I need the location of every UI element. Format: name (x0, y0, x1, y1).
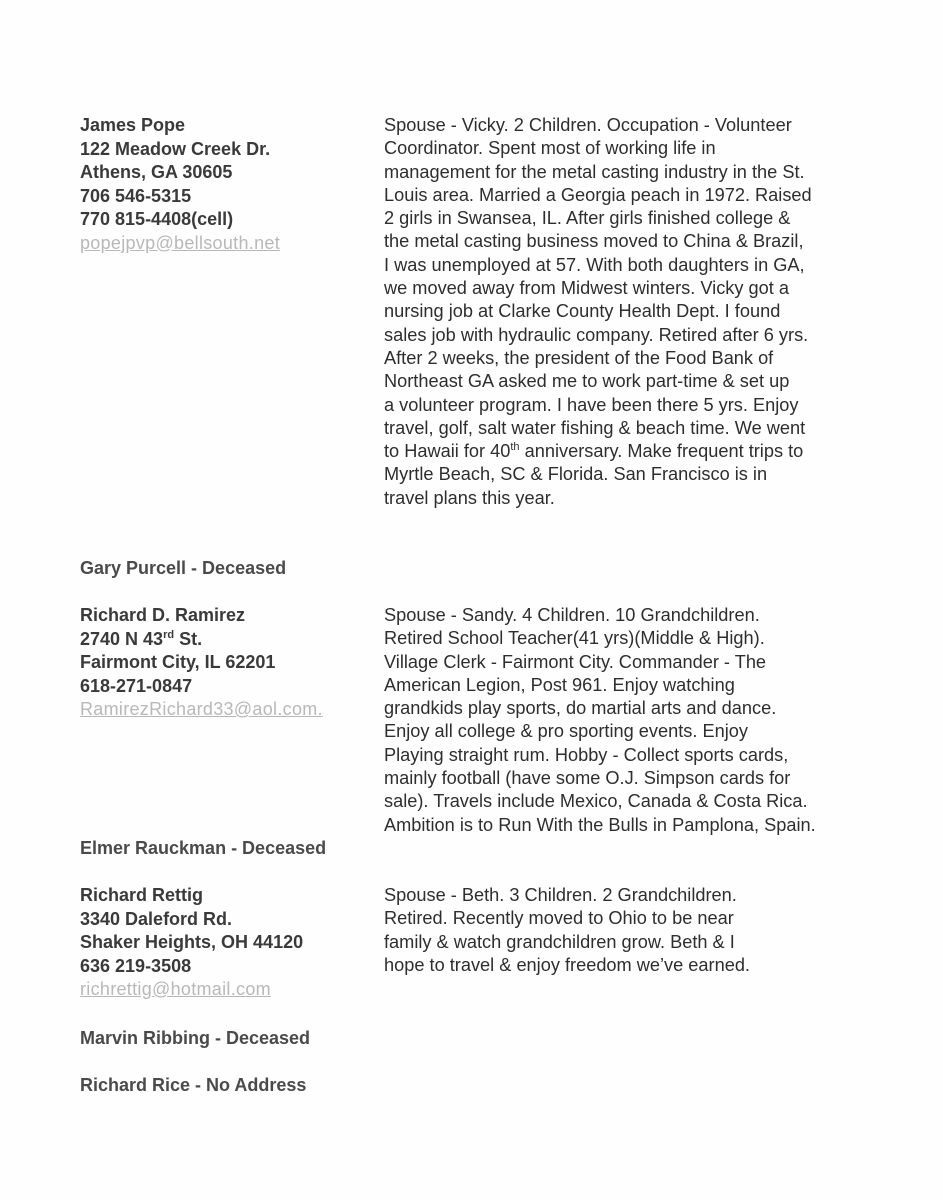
bio-line: family & watch grandchildren grow. Beth & I (384, 931, 735, 952)
bio-block (384, 114, 904, 510)
contact-block (80, 884, 375, 1002)
ordinal-suffix: rd (163, 628, 175, 641)
city-state-zip: Fairmont City, IL 62201 (80, 652, 276, 672)
bio-line: Coordinator. Spent most of working life in (384, 138, 716, 159)
bio-line: I was unemployed at 57. With both daughters in GA, (384, 254, 805, 275)
bio-line: mainly football (have some O.J. Simpson cards for (384, 768, 791, 789)
bio-line: Spouse - Vicky. 2 Children. Occupation - Volunteer (384, 115, 792, 135)
bio-line: grandkids play sports, do martial arts and dance. (384, 698, 777, 719)
address-text: 2740 N 43 (80, 628, 164, 649)
bio-line: travel plans this year. (384, 487, 555, 508)
phone-number: 706 546-5315 (80, 185, 192, 206)
bio-line: Louis area. Married a Georgia peach in 1972. Raised (384, 184, 812, 205)
bio-line: American Legion, Post 961. Enjoy watching (384, 674, 735, 695)
bio-line: 2 girls in Swansea, IL. After girls finished college & (384, 208, 791, 229)
email-link[interactable]: popejpvp@bellsouth.net (80, 232, 281, 253)
bio-line: Northeast GA asked me to work part-time & set up (384, 371, 790, 392)
entry-richard-rice: Richard Rice - No Address (80, 1075, 307, 1095)
contact-block (80, 114, 375, 255)
bio-line: Spouse - Beth. 3 Children. 2 Grandchildren. (384, 885, 737, 905)
entry-elmer-rauckman: Elmer Rauckman - Deceased (80, 838, 327, 858)
bio-line: Ambition is to Run With the Bulls in Pamplona, Spain. (384, 814, 816, 835)
phone-number: 636 219-3508 (80, 955, 192, 976)
bio-line: After 2 weeks, the president of the Food Bank of (384, 347, 774, 368)
bio-line: nursing job at Clarke County Health Dept. I found (384, 301, 781, 322)
cell-number: 770 815-4408(cell) (80, 209, 234, 229)
bio-line: Enjoy all college & pro sporting events. Enjoy (384, 721, 748, 742)
bio-line: Retired. Recently moved to Ohio to be near (384, 908, 734, 929)
email-link[interactable]: RamirezRichard33@aol.com. (80, 699, 323, 719)
bio-text: to Hawaii for 40 (384, 441, 511, 462)
bio-block (384, 884, 904, 977)
entry-gary-purcell: Gary Purcell - Deceased (80, 558, 287, 578)
street-address (80, 628, 375, 652)
entry-marvin-ribbing: Marvin Ribbing - Deceased (80, 1028, 311, 1048)
city-state-zip: Athens, GA 30605 (80, 162, 233, 182)
bio-line: the metal casting business moved to China & Brazil, (384, 231, 804, 252)
phone-number: 618-271-0847 (80, 675, 193, 696)
bio-line: hope to travel & enjoy freedom we’ve earned. (384, 954, 750, 975)
bio-line (384, 440, 904, 463)
bio-line: travel, golf, salt water fishing & beach time. We went (384, 417, 806, 438)
street-address: 3340 Daleford Rd. (80, 908, 233, 929)
bio-line: Village Clerk - Fairmont City. Commander - The (384, 651, 767, 672)
city-state-zip: Shaker Heights, OH 44120 (80, 932, 304, 952)
bio-line: management for the metal casting industry in the St. (384, 161, 805, 182)
email-link[interactable]: richrettig@hotmail.com (80, 979, 271, 999)
member-name: James Pope (80, 115, 186, 135)
bio-line: sales job with hydraulic company. Retired after 6 yrs. (384, 324, 809, 345)
street-address: 122 Meadow Creek Dr. (80, 138, 271, 159)
bio-line: we moved away from Midwest winters. Vicky got a (384, 278, 789, 299)
bio-line: Playing straight rum. Hobby - Collect sports cards, (384, 744, 789, 765)
member-name: Richard D. Ramirez (80, 605, 246, 625)
bio-line: Spouse - Sandy. 4 Children. 10 Grandchildren. (384, 605, 760, 625)
bio-line: Myrtle Beach, SC & Florida. San Francisco is in (384, 464, 768, 485)
bio-line: a volunteer program. I have been there 5 yrs. Enjoy (384, 394, 799, 415)
bio-line: sale). Travels include Mexico, Canada & Costa Rica. (384, 791, 808, 812)
member-name: Richard Rettig (80, 885, 204, 905)
bio-block (384, 604, 904, 837)
bio-text: anniversary. Make frequent trips to (519, 441, 804, 462)
contact-block (80, 604, 375, 722)
bio-line: Retired School Teacher(41 yrs)(Middle & High). (384, 628, 765, 649)
address-text: St. (174, 628, 203, 649)
ordinal-suffix: th (510, 441, 520, 454)
